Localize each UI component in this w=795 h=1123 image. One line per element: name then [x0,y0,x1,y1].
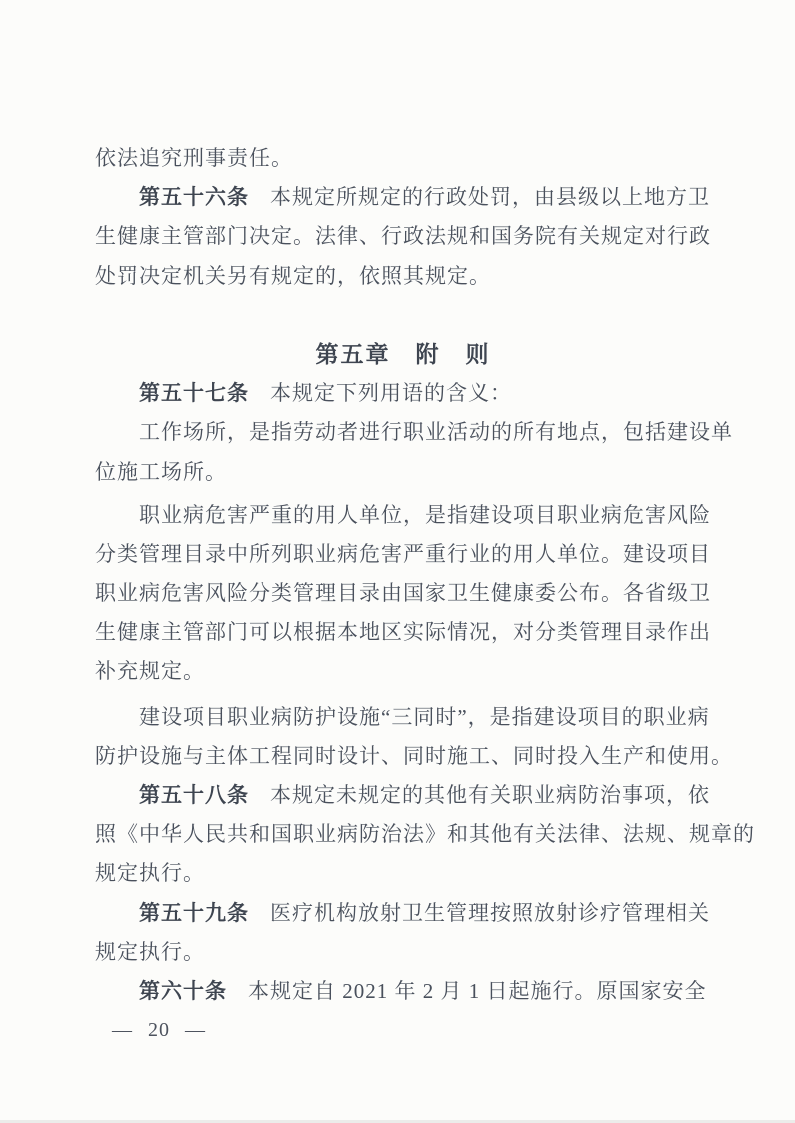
line-text: 本规定未规定的其他有关职业病防治事项，依 [270,783,710,807]
text-line [95,453,711,492]
document-body [95,139,755,1011]
line-text: 照《中华人民共和国职业病防治法》和其他有关法律、法规、规章的 [95,822,755,847]
line-text: 生健康主管部门决定。法律、行政法规和国务院有关规定对行政 [95,224,711,249]
blank-line [95,296,711,335]
text-line [95,257,711,296]
text-line [95,178,711,217]
line-text: 处罚决定机关另有规定的，依照其规定。 [95,263,491,288]
text-line [95,139,711,178]
line-text: 本规定下列用语的含义： [270,381,512,406]
article-number: 第五十八条 [139,783,249,807]
text-line [95,374,711,413]
line-text: 规定执行。 [95,939,205,964]
article-number: 第五十六条 [139,185,249,210]
line-text: 生健康主管部门可以根据本地区实际情况，对分类管理目录作出 [95,620,711,645]
line-text: 依法追究刑事责任。 [95,146,293,170]
text-line [95,613,711,652]
line-text: 位施工场所。 [95,459,227,484]
line-text: 分类管理目录中所列职业病危害严重行业的用人单位。建设项目 [95,541,711,566]
line-text: 本规定自 2021 年 2 月 1 日起施行。原国家安全 [248,978,707,1003]
chapter-heading: 第五章 附 则 [315,341,491,367]
line-text: 防护设施与主体工程同时设计、同时施工、同时投入生产和使用。 [95,743,733,768]
text-line [95,972,711,1011]
line-text: 职业病危害严重的用人单位，是指建设项目职业病危害风险 [139,502,711,527]
line-text: 职业病危害风险分类管理目录由国家卫生健康委公布。各省级卫 [95,581,711,606]
line-text: 工作场所，是指劳动者进行职业活动的所有地点，包括建设单 [139,420,733,445]
article-number: 第五十九条 [139,900,249,925]
article-number: 第六十条 [139,978,227,1003]
text-line [95,652,711,691]
text-line [95,413,733,452]
text-line [95,854,711,893]
line-text: 建设项目职业病防护设施“三同时”，是指建设项目的职业病 [139,704,710,729]
article-number: 第五十七条 [139,381,249,406]
line-text: 补充规定。 [95,659,205,684]
text-line [95,933,711,972]
text-line [95,217,711,256]
line-text: 本规定所规定的行政处罚，由县级以上地方卫 [270,185,710,210]
text-line [95,698,711,737]
text-line [95,574,711,613]
text-line [95,496,711,535]
text-line [95,776,711,815]
line-text: 医疗机构放射卫生管理按照放射诊疗管理相关 [270,900,710,925]
page-number: — 20 — [112,1019,206,1041]
text-line [95,815,755,854]
line-text: 规定执行。 [95,861,205,886]
text-line [95,535,711,574]
text-line [95,737,733,776]
text-line [95,894,711,933]
